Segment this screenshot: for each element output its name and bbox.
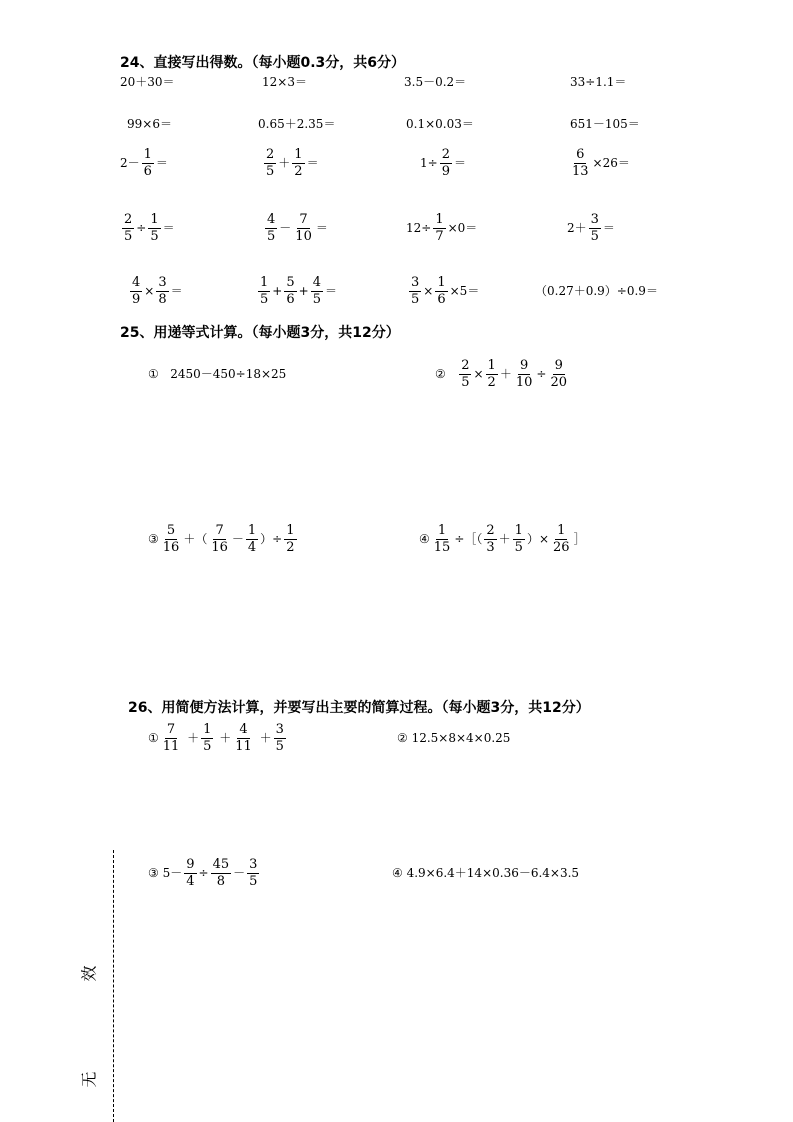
fraction-numerator: 3 [249,856,258,872]
fraction-denominator: 5 [411,291,420,307]
expression-text: ）÷ [260,532,283,546]
expression-text: ×5＝ [449,284,480,298]
fraction [284,524,296,555]
math-expression [263,212,328,244]
fraction [513,524,525,555]
math-expression [392,857,579,889]
fraction-denominator: 2 [294,163,303,179]
fraction [551,524,572,555]
fraction-denominator: 10 [295,228,312,244]
fraction [486,359,498,390]
fraction [209,524,230,555]
fraction-numerator: 4 [132,274,141,290]
expression-text: ③ [148,532,159,546]
binding-line [113,850,114,1122]
fraction-denominator: 8 [158,291,167,307]
expression-text: 0.1×0.03＝ [406,117,474,131]
fraction-denominator: 6 [143,163,152,179]
math-expression [120,147,168,179]
fraction [264,148,276,179]
math-expression [262,66,307,98]
expression-text: ＝ [306,156,319,170]
fraction-numerator: 45 [212,856,230,872]
fraction-numerator: 1 [143,146,152,162]
fraction [148,213,160,244]
fraction-numerator: 9 [554,357,563,373]
math-expression [570,66,626,98]
fraction-numerator: 4 [312,274,321,290]
fraction [435,276,447,307]
expression-text: ］ [573,532,586,546]
fraction-numerator: 1 [435,211,444,227]
fraction-denominator: 5 [260,291,269,307]
fraction [514,359,535,390]
fraction-denominator: 2 [487,374,496,390]
math-expression [567,212,615,244]
fraction [433,213,445,244]
expression-text: ＋ [183,731,200,745]
fraction-numerator: 1 [150,211,159,227]
fraction-denominator: 5 [275,738,284,754]
expression-text: 2450－450÷18×25 [158,367,287,381]
fraction-numerator: 1 [487,357,496,373]
fraction-denominator: 16 [211,539,228,555]
fraction-numerator: 1 [260,274,269,290]
fraction-denominator: 5 [590,228,599,244]
fraction [247,858,259,889]
expression-text: 12×3＝ [262,75,307,89]
math-expression [419,523,586,555]
fraction [265,213,277,244]
fraction-denominator: 5 [267,228,276,244]
fraction [548,359,569,390]
fraction [440,148,452,179]
expression-text: + [272,284,283,298]
expression-text: ③ 5－ [148,866,183,880]
expression-text: ＋ [215,731,232,745]
expression-text: ① [148,367,159,381]
expression-text: ④ 4.9×6.4＋14×0.36－6.4×3.5 [392,866,580,880]
fraction-denominator: 5 [266,163,275,179]
fraction-denominator: 5 [312,291,321,307]
expression-text: ÷ [198,866,209,880]
fraction-numerator: 1 [286,522,295,538]
fraction-numerator: 1 [203,721,212,737]
expression-text: 20＋30＝ [120,75,175,89]
fraction-numerator: 2 [486,522,495,538]
math-expression [128,275,183,307]
fraction-denominator: 9 [132,291,141,307]
expression-text: ）× [526,532,550,546]
fraction-numerator: 1 [437,522,447,538]
expression-text: ＝ [170,284,183,298]
fraction-numerator: 5 [286,274,295,290]
expression-text: 2－ [120,156,140,170]
fraction [130,276,142,307]
fraction [184,858,196,889]
fraction-denominator: 6 [437,291,446,307]
math-expression [148,523,299,555]
fraction-numerator: 7 [215,522,224,538]
fraction-denominator: 15 [433,539,451,555]
expression-text: ＋ [499,367,512,381]
expression-text: ＋ [278,156,291,170]
fraction-denominator: 11 [162,738,180,754]
expression-text: 3.5－0.2＝ [404,75,467,89]
expression-text: ＝ [453,156,466,170]
fraction-denominator: 4 [186,873,195,889]
expression-text: × [423,284,434,298]
fraction [484,524,496,555]
fraction [589,213,601,244]
fraction [161,524,182,555]
expression-text: ＝ [162,221,175,235]
side-char-wu: 无 [79,1071,99,1088]
fraction-numerator: 4 [267,211,276,227]
fraction-denominator: 9 [441,163,450,179]
fraction-denominator: 5 [124,228,133,244]
fraction-numerator: 6 [576,146,585,162]
fraction [409,276,421,307]
fraction-denominator: 16 [162,539,180,555]
math-expression [148,358,286,390]
expression-text: ② [435,367,458,381]
fraction-denominator: 5 [249,873,258,889]
math-expression [404,66,466,98]
fraction-denominator: 3 [486,539,495,555]
expression-text: － [231,532,244,546]
fraction-numerator: 9 [186,856,195,872]
fraction-numerator: 3 [158,274,167,290]
math-expression [258,108,335,140]
math-expression [397,722,510,754]
fraction-denominator: 13 [572,163,589,179]
math-expression [256,275,337,307]
expression-text: ＝ [155,156,168,170]
fraction-denominator: 8 [216,873,225,889]
fraction [161,723,182,754]
fraction-numerator: 3 [411,274,420,290]
fraction-numerator: 2 [124,211,133,227]
fraction [293,213,314,244]
expression-text: 33÷1.1＝ [570,75,627,89]
fraction-numerator: 5 [166,522,176,538]
q25-title: 25、用递等式计算。（每小题3分，共12分） [120,325,400,341]
expression-text: × [144,284,155,298]
fraction-denominator: 11 [235,738,252,754]
fraction-denominator: 5 [150,228,159,244]
fraction-numerator: 1 [437,274,446,290]
expression-text: ＝ [315,221,328,235]
fraction-numerator: 1 [557,522,566,538]
fraction [156,276,168,307]
fraction-denominator: 7 [435,228,444,244]
expression-text: （0.27＋0.9）÷0.9＝ [535,284,658,298]
math-expression [148,857,261,889]
expression-text: 651－105＝ [570,117,640,131]
fraction [284,276,296,307]
fraction-numerator: 2 [461,357,470,373]
fraction [258,276,270,307]
math-expression [435,358,571,390]
math-expression [120,212,175,244]
fraction-denominator: 10 [515,374,533,390]
math-expression [262,147,319,179]
expression-text: 2＋ [567,221,587,235]
fraction-numerator: 7 [299,211,308,227]
expression-text: － [279,221,292,235]
expression-text: ÷ [536,367,547,381]
expression-text: ×26＝ [592,156,630,170]
expression-text: ② 12.5×8×4×0.25 [397,731,511,745]
fraction [311,276,323,307]
expression-text: ① [148,731,159,745]
fraction-numerator: 3 [275,721,284,737]
fraction [570,148,591,179]
expression-text: 12÷ [406,221,432,235]
fraction-numerator: 3 [590,211,599,227]
math-expression [568,147,630,179]
math-expression [120,66,175,98]
math-expression [407,275,479,307]
side-char-xiao: 效 [79,965,99,982]
fraction [233,723,254,754]
expression-text: 0.65＋2.35＝ [258,117,336,131]
expression-text: × [473,367,484,381]
fraction [246,524,258,555]
fraction [201,723,213,754]
fraction-denominator: 5 [514,539,523,555]
fraction-numerator: 1 [294,146,303,162]
fraction-denominator: 4 [247,539,257,555]
expression-text: － [233,866,246,880]
q26-title: 26、用简便方法计算，并要写出主要的简算过程。（每小题3分，共12分） [128,700,590,716]
math-expression [420,147,466,179]
fraction-denominator: 6 [286,291,295,307]
fraction [122,213,134,244]
expression-text: + [298,284,309,298]
math-expression [406,212,477,244]
fraction-numerator: 7 [166,721,176,737]
expression-text: ＋ [498,532,511,546]
fraction-denominator: 26 [553,539,570,555]
fraction-numerator: 9 [519,357,529,373]
fraction [274,723,286,754]
fraction-numerator: 1 [514,522,523,538]
fraction [211,858,232,889]
fraction-numerator: 2 [441,146,450,162]
fraction [459,359,471,390]
fraction-denominator: 5 [461,374,470,390]
math-expression [406,108,474,140]
q24-title: 24、直接写出得数。（每小题0.3分，共6分） [120,55,406,71]
fraction-numerator: 4 [239,721,248,737]
expression-text: 1÷ [420,156,438,170]
expression-text: ＋（ [183,532,208,546]
expression-text: ＝ [602,221,615,235]
fraction-denominator: 20 [550,374,567,390]
expression-text: ④ [419,532,430,546]
fraction-numerator: 1 [247,522,257,538]
fraction-denominator: 2 [286,539,295,555]
math-expression [148,722,288,754]
fraction [142,148,154,179]
expression-text: ＝ [324,284,337,298]
math-expression [570,108,640,140]
fraction [292,148,304,179]
expression-text: ÷［（ [454,532,483,546]
expression-text: ＋ [255,731,272,745]
math-expression [535,275,658,307]
fraction-numerator: 2 [266,146,275,162]
expression-text: ÷ [136,221,147,235]
expression-text: ×0＝ [447,221,478,235]
expression-text: 99×6＝ [127,117,172,131]
fraction [432,524,453,555]
fraction-denominator: 5 [203,738,212,754]
math-expression [127,108,172,140]
